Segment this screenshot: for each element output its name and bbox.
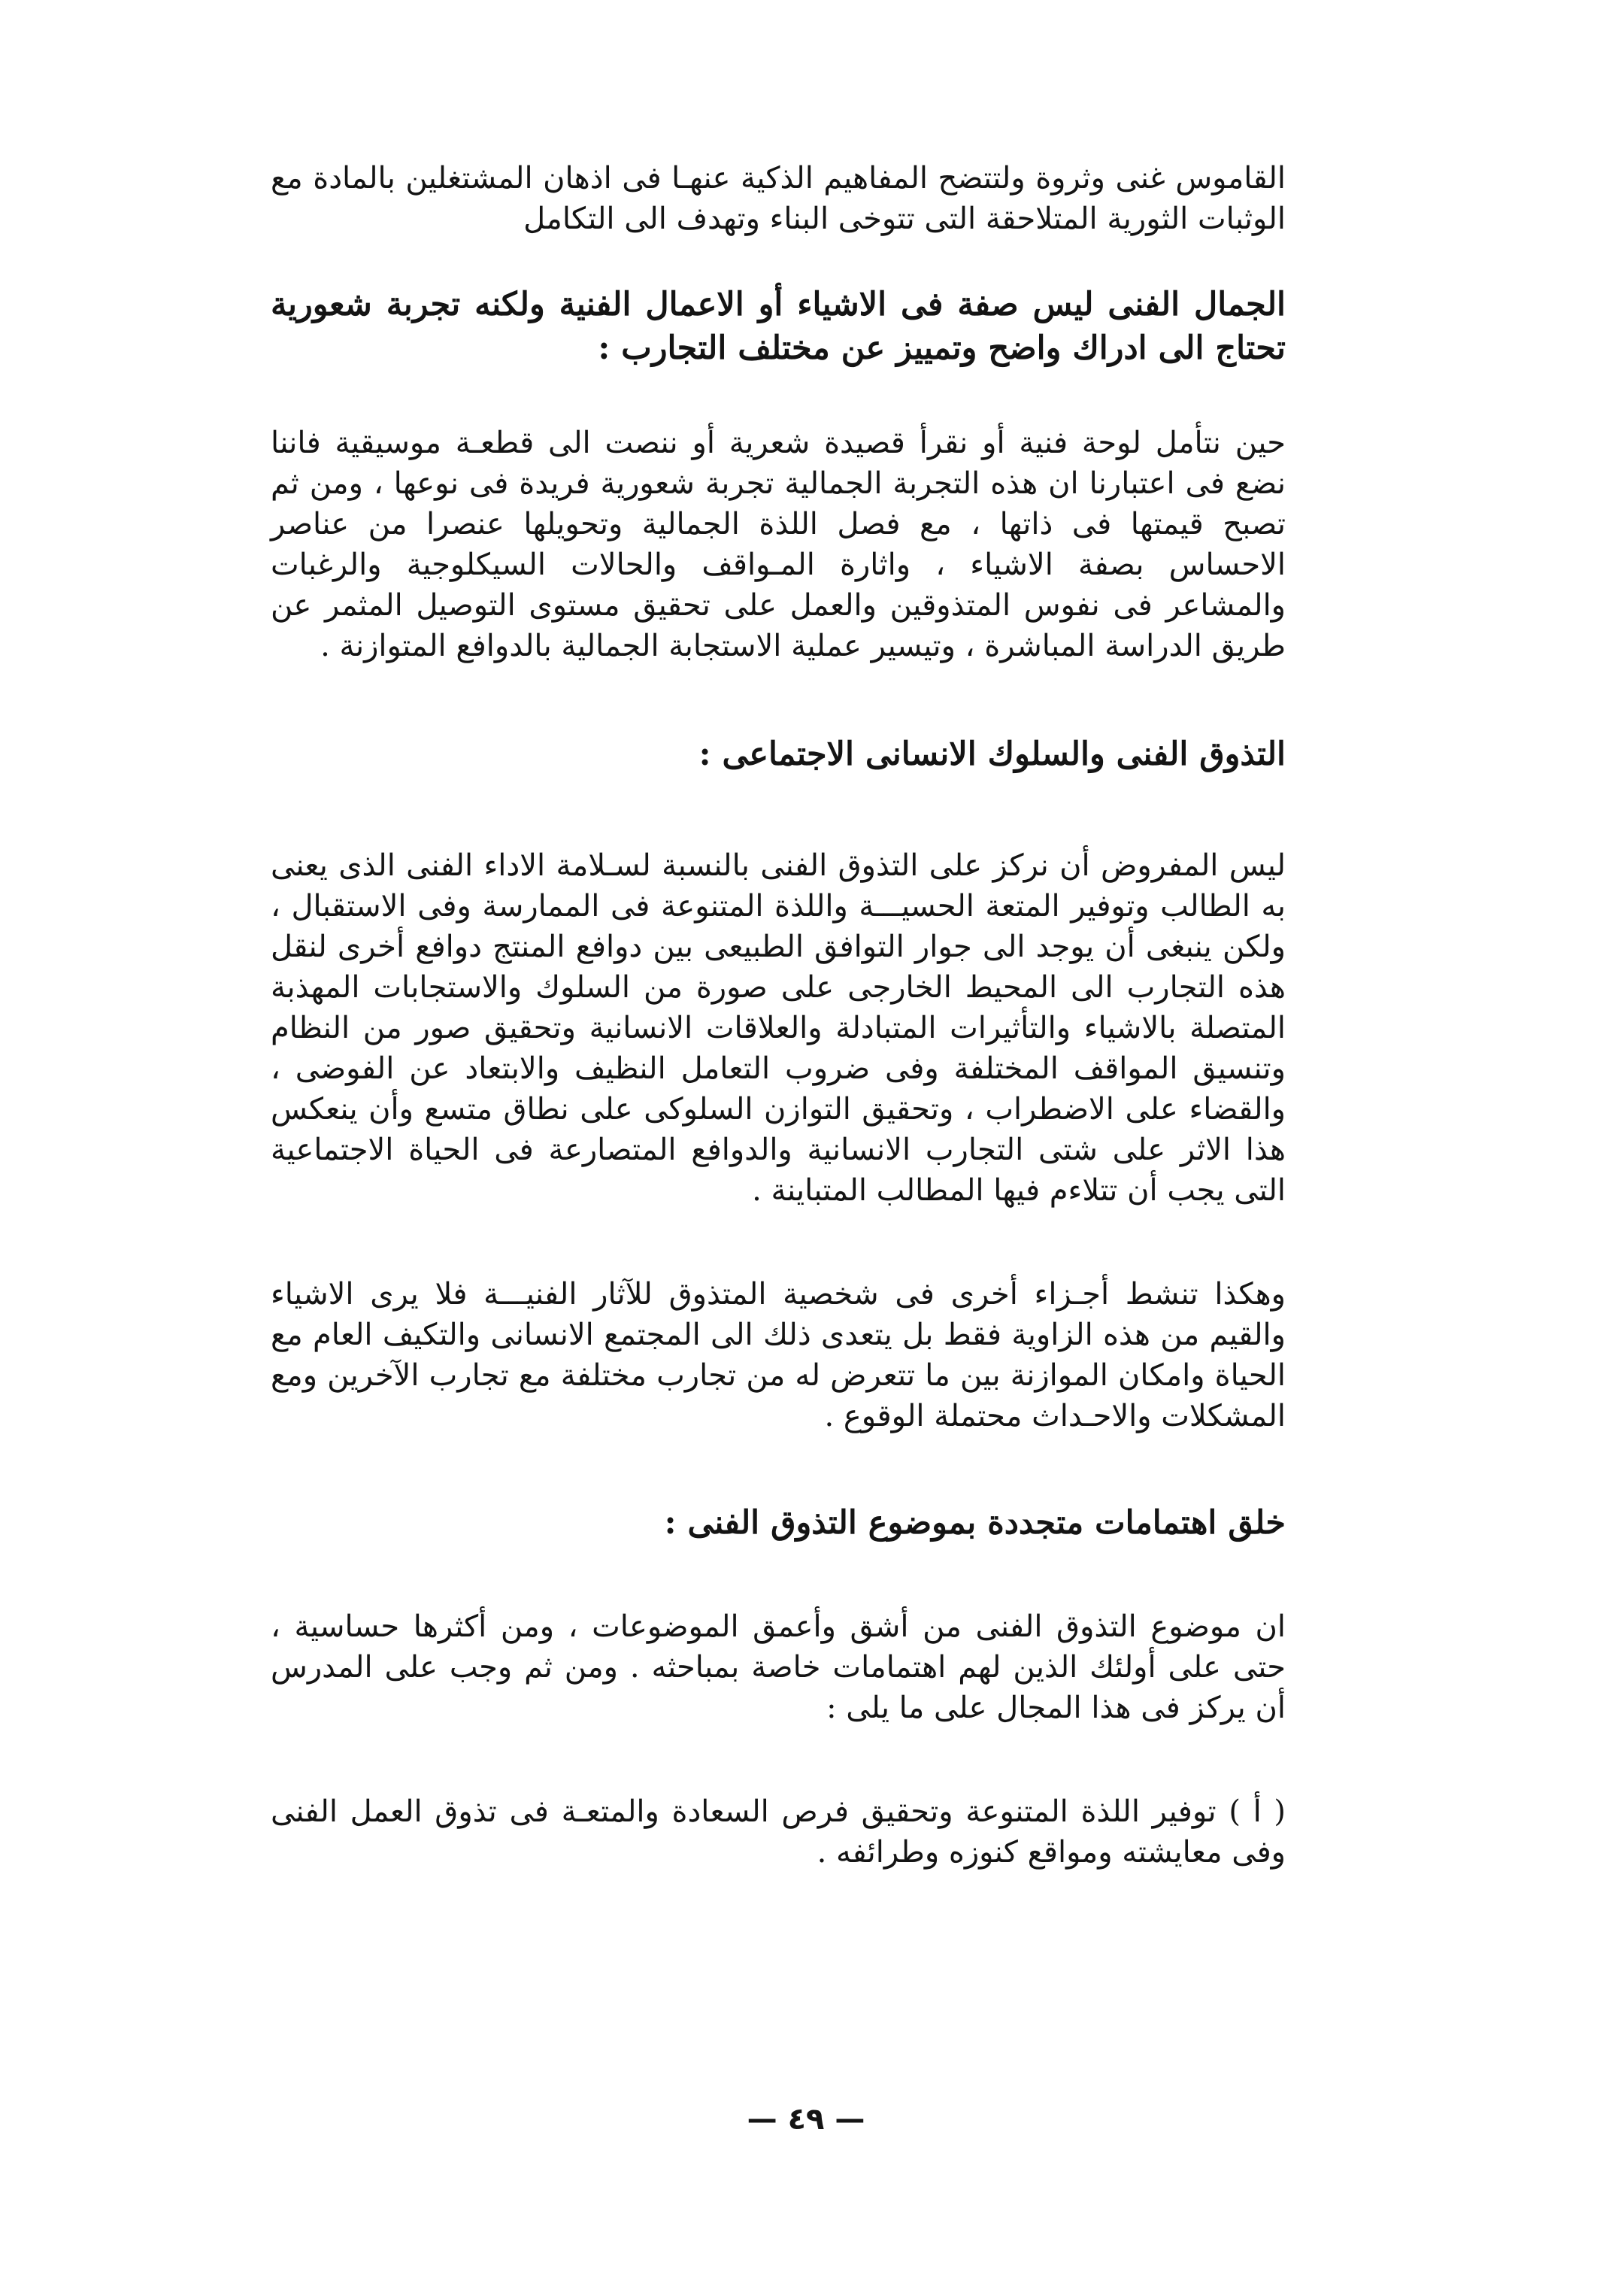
heading-artistic-beauty: الجمال الفنى ليس صفة فى الاشياء أو الاعمال الفنية ولكنه تجربة شعورية تحتاج الى ادراك واضح وتمييز عن مختلف التجارب : xyxy=(271,286,1286,367)
paragraph-thus: وهكذا تنشط أجـزاء أخرى فى شخصية المتذوق للآثار الفنيـــة فلا يرى الاشياء والقيم من هذه الزاوية فقط بل يتعدى ذلك الى المجتمع الانسانى والتكيف العام مع الحياة وامكان الموازنة بين ما تتعرض له من تجارب مختلفة مع تجارب الآخرين ومع المشكلات والاحـداث محتملة الوقوع . xyxy=(271,1277,1286,1433)
list-item-a: ( أ ) توفير اللذة المتنوعة وتحقيق فرص السعادة والمتعـة فى تذوق العمل الفنى وفى معايشته ومواقع كنوزه وطرائفه . xyxy=(271,1794,1286,1870)
heading-taste-and-behavior: التذوق الفنى والسلوك الانسانى الاجتماعى : xyxy=(698,736,1286,773)
paragraph-topic: ان موضوع التذوق الفنى من أشق وأعمق الموضوعات ، ومن أكثرها حساسية ، حتى على أولئك الذين لهم اهتمامات خاصة بمباحثه . ومن ثم وجب على المدرس أن يركز فى هذا المجال على ما يلى : xyxy=(271,1609,1286,1725)
paragraph-intro: القاموس غنى وثروة ولتتضح المفاهيم الذكية عنهـا فى اذهان المشتغلين بالمادة مع الوثبات الثورية المتلاحقة التى تتوخى البناء وتهدف الى التكامل xyxy=(271,161,1286,236)
heading-renewed-interests: خلق اهتمامات متجددة بموضوع التذوق الفنى : xyxy=(664,1504,1286,1542)
document-page xyxy=(271,158,1286,1873)
page-number: — ٤٩ — xyxy=(747,2102,865,2137)
paragraph-not-required: ليس المفروض أن نركز على التذوق الفنى بالنسبة لسـلامة الاداء الفنى الذى يعنى به الطالب وتوفير المتعة الحسيـــة واللذة المتنوعة فى الممارسة وفى الاستقبال ، ولكن ينبغى أن يوجد الى جوار التوافق الطبيعى بين دوافع المنتج دوافع أخرى لنقل هذه التجارب الى المحيط الخارجى على صورة من السلوك والاستجابات المهذبة المتصلة بالاشياء والتأثيرات المتبادلة والعلاقات الانسانية وتحقيق صور من النظام وتنسيق المواقف المختلفة وفى ضروب التعامل النظيف والابتعاد عن الفوضى ، والقضاء على الاضطراب ، وتحقيق التوازن السلوكى على نطاق متسع وأن ينعكس هذا الاثر على شتى التجارب الانسانية والدوافع المتصارعة فى الحياة الاجتماعية التى يجب أن تتلاءم فيها المطالب المتباينة . xyxy=(271,848,1286,1208)
paragraph-contemplate-artwork: حين نتأمل لوحة فنية أو نقرأ قصيدة شعرية أو ننصت الى قطعـة موسيقية فاننا نضع فى اعتبارنا ان هذه التجربة الجمالية تجربة شعورية فريدة فى نوعها ، ومن ثم تصبح قيمتها فى ذاتها ، مع فصل اللذة الجمالية وتحويلها عنصرا من عناصر الاحساس بصفة الاشياء ، واثارة المـواقف والحالات السيكلوجية والرغبات والمشاعر فى نفوس المتذوقين والعمل على تحقيق مستوى التوصيل المثمر عن طريق الدراسة المباشرة ، وتيسير عملية الاستجابة الجمالية بالدوافع المتوازنة . xyxy=(271,426,1286,663)
